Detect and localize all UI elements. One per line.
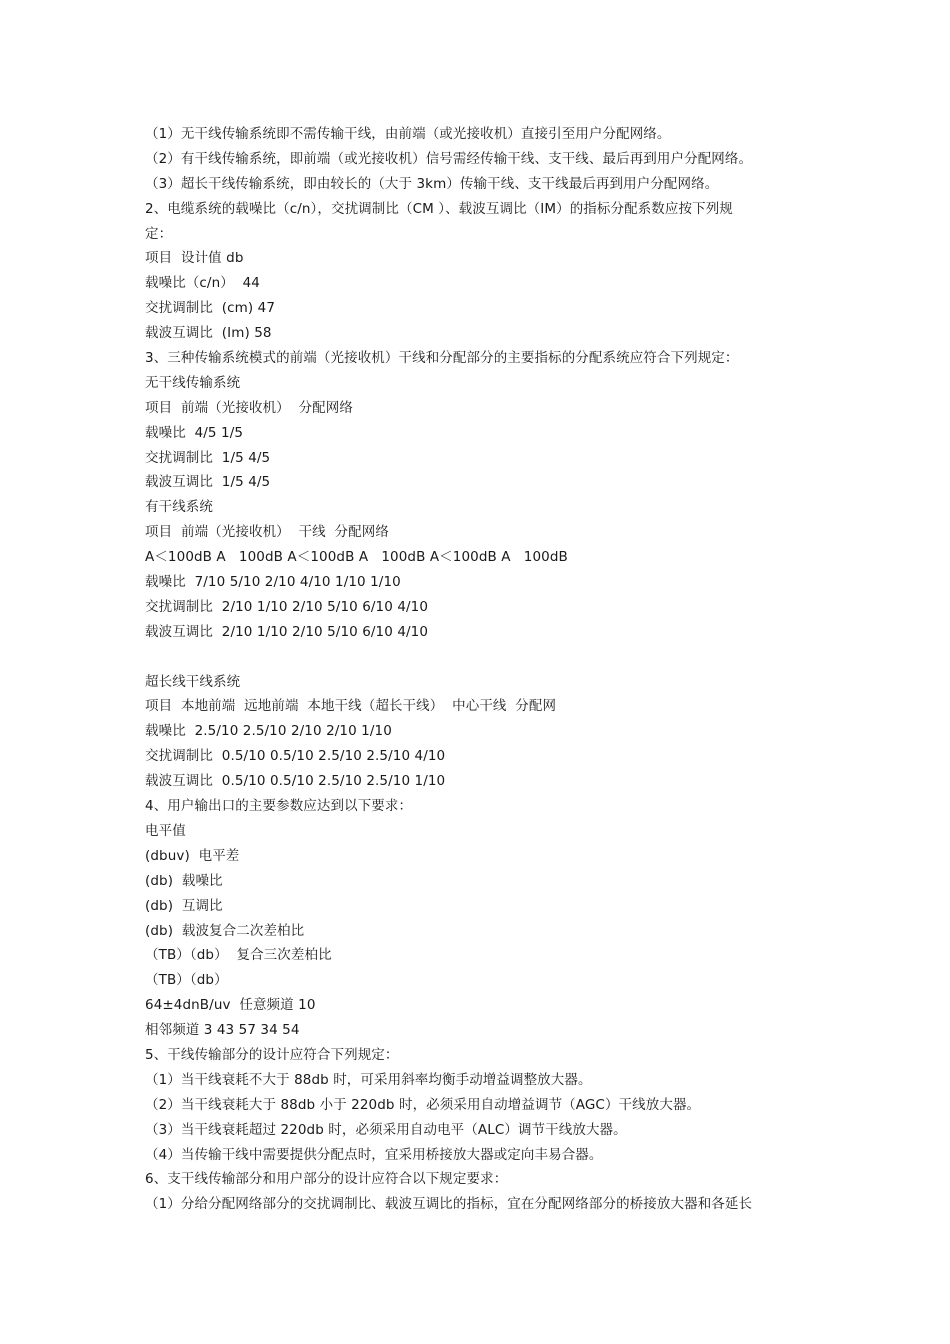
table-row: 载波互调比 (Im) 58	[145, 325, 272, 342]
text-line: （2）当干线衰耗大于 88db 小于 220db 时，必须采用自动增益调节（AGC）干线放大器。	[145, 1096, 701, 1113]
text-line: （1）当干线衰耗不大于 88db 时，可采用斜率均衡手动增益调整放大器。	[145, 1071, 592, 1088]
section-heading: 6、支干线传输部分和用户部分的设计应符合以下规定要求：	[145, 1171, 508, 1188]
table-header: (db) 载波复合二次差柏比	[145, 922, 305, 939]
section-heading: 2、电缆系统的载噪比（c/n），交扰调制比（CM ）、载波互调比（IM）的指标分配系数应按下列规	[145, 200, 733, 217]
text-line: （1）无干线传输系统即不需传输干线，由前端（或光接收机）直接引至用户分配网络。	[145, 126, 671, 142]
table-header: 项目 前端（光接收机） 分配网络	[145, 399, 353, 416]
subsection-title: 无干线传输系统	[145, 374, 241, 391]
table-row: 载噪比 4/5 1/5	[145, 424, 244, 441]
subsection-title: 有干线系统	[145, 499, 213, 516]
table-row: 载噪比 2.5/10 2.5/10 2/10 2/10 1/10	[145, 723, 392, 740]
table-row: 载噪比 7/10 5/10 2/10 4/10 1/10 1/10	[145, 574, 401, 591]
table-row: 64±4dnB/uv 任意频道 10	[145, 997, 316, 1014]
table-header: （TB）（db） 复合三次差柏比	[145, 947, 332, 964]
table-row: 交扰调制比 (cm) 47	[145, 300, 276, 317]
table-header: (db) 载噪比	[145, 872, 223, 889]
table-header: （TB）（db）	[145, 972, 228, 989]
document-body	[145, 122, 805, 1217]
text-line: （2）有干线传输系统，即前端（或光接收机）信号需经传输干线、支干线、最后再到用户分配网络。	[145, 150, 753, 167]
text-line: 定：	[145, 225, 173, 242]
table-header: 项目 设计值 db	[145, 250, 244, 267]
subsection-title: 超长线干线系统	[145, 673, 241, 690]
table-row: 交扰调制比 1/5 4/5	[145, 449, 271, 466]
table-row: 载波互调比 2/10 1/10 2/10 5/10 6/10 4/10	[145, 623, 429, 640]
blank-line	[145, 645, 805, 670]
text-line: （1）分给分配网络部分的交扰调制比、载波互调比的指标，宜在分配网络部分的桥接放大器和各延长	[145, 1196, 753, 1213]
table-row: 交扰调制比 2/10 1/10 2/10 5/10 6/10 4/10	[145, 598, 429, 615]
table-row: 交扰调制比 0.5/10 0.5/10 2.5/10 2.5/10 4/10	[145, 748, 446, 765]
section-heading: 4、用户输出口的主要参数应达到以下要求：	[145, 798, 413, 815]
table-header: 电平值	[145, 822, 186, 839]
text-line: （3）当干线衰耗超过 220db 时，必须采用自动电平（ALC）调节干线放大器。	[145, 1121, 627, 1138]
table-header: (db) 互调比	[145, 897, 223, 914]
table-header: 项目 前端（光接收机） 干线 分配网络	[145, 524, 389, 541]
table-header: A＜100dB A 100dB A＜100dB A 100dB A＜100dB A 100dB	[145, 549, 568, 566]
table-row: 相邻频道 3 43 57 34 54	[145, 1022, 300, 1039]
table-row: 载波互调比 0.5/10 0.5/10 2.5/10 2.5/10 1/10	[145, 773, 446, 790]
table-header: 项目 本地前端 远地前端 本地干线（超长干线） 中心干线 分配网	[145, 698, 557, 715]
section-heading: 5、干线传输部分的设计应符合下列规定：	[145, 1046, 399, 1063]
text-line: （4）当传输干线中需要提供分配点时，宜采用桥接放大器或定向丰易合器。	[145, 1146, 603, 1163]
section-heading: 3、三种传输系统模式的前端（光接收机）干线和分配部分的主要指标的分配系统应符合下列规定：	[145, 350, 739, 367]
table-row: 载噪比（c/n） 44	[145, 275, 260, 292]
table-row: 载波互调比 1/5 4/5	[145, 474, 271, 491]
text-line: （3）超长干线传输系统，即由较长的（大于 3km）传输干线、支干线最后再到用户分配网络。	[145, 175, 719, 192]
table-header: (dbuv) 电平差	[145, 847, 240, 864]
